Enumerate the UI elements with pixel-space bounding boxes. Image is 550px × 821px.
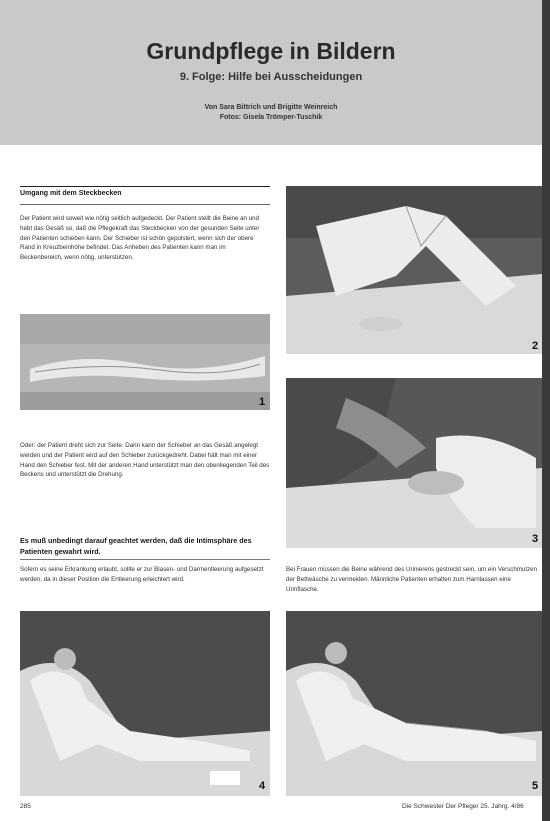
page-edge — [542, 0, 550, 821]
photo-1 — [20, 314, 270, 410]
figure-number-2: 2 — [532, 340, 539, 352]
figure-number-4: 4 — [259, 780, 266, 792]
alternative-paragraph: Oder: der Patient dreht sich zur Seite. Dann kann der Schieber an das Gesäß angelegt werden und der Patient wird auf den Schieber zurückgedreht. Dabei hält man mit einer Hand den Schieber fest. Mit der anderen Hand unterstützt man den obenliegenden Teil des Beckens und unterstützt die Drehung. — [20, 442, 270, 479]
journal-reference: Die Schwester Der Pfleger 25. Jahrg. 4/86 — [402, 803, 524, 810]
article-header — [0, 0, 542, 145]
intro-paragraph: Der Patient wird soweit wie nötig seitlich aufgedeckt. Der Patient stellt die Beine an und hebt das Gesäß so, daß die Pflegekraft das Steckbecken von der gesunden Seite unter den Patienten schieben kann. Der Schieber ist schön gepolstert, wenn sich der obere Rand in Kreuzbeinhöhe befindet. Das Anheben des Patienten kann man im Beckenbereich, wenn nötig, unterstützen. — [20, 215, 260, 262]
photo-3 — [286, 378, 542, 548]
divider-under-heading — [20, 204, 270, 205]
figure-number-1: 1 — [259, 396, 266, 408]
sitting-paragraph: Sofern es seine Erkrankung erlaubt, sollte er zur Blasen- und Darmentleerung aufgesetzt werden, da in dieser Position die Entleerung erleichtert wird. — [20, 566, 264, 583]
photo-4 — [20, 611, 270, 796]
section-heading: Umgang mit dem Steckbecken — [20, 190, 122, 197]
divider-note — [20, 559, 270, 560]
authors-line: Von Sara Bittrich und Brigitte Weinreich — [204, 104, 338, 111]
article-title: Grundpflege in Bildern — [146, 38, 396, 64]
divider-top — [20, 186, 270, 187]
figure-number-3: 3 — [532, 533, 539, 545]
article-subtitle: 9. Folge: Hilfe bei Ausscheidungen — [179, 71, 363, 83]
photo-2 — [286, 186, 542, 354]
important-note: Es muß unbedingt darauf geachtet werden, daß die Intimsphäre des Patienten gewahrt wird. — [20, 536, 252, 556]
page-number: 285 — [20, 803, 31, 810]
photos-credit: Fotos: Gisela Trömper-Tuschik — [219, 114, 323, 121]
women-men-paragraph: Bei Frauen müssen die Beine während des Urinierens gestreckt sein, um ein Verschmutzen der Bettwäsche zu vermeiden. Männliche Patienten erhalten zum Harnlassen eine Urinflasche. — [286, 566, 538, 593]
photo-5 — [286, 611, 542, 796]
figure-number-5: 5 — [532, 780, 539, 792]
